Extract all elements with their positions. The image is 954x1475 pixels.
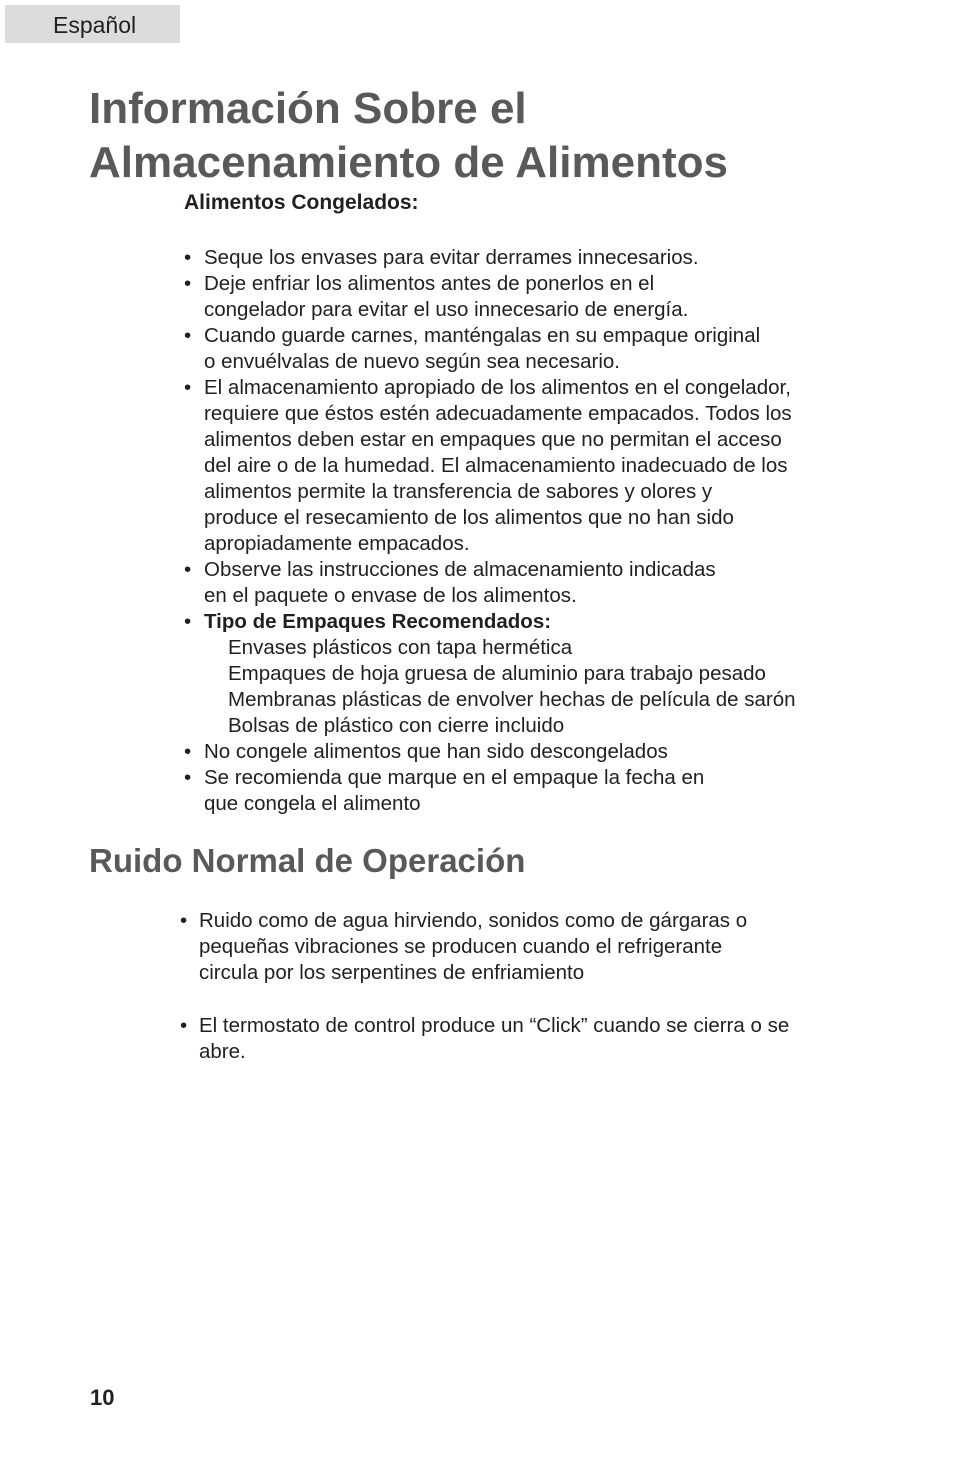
- list-item: [184, 765, 844, 817]
- noise-list: [180, 908, 840, 1065]
- list-item: [184, 271, 844, 323]
- packaging-types-list: [204, 635, 844, 739]
- list-item-line: produce el resecamiento de los alimentos que no han sido: [204, 506, 734, 529]
- page-title-line-2: Almacenamiento de Alimentos: [89, 138, 728, 187]
- page-number: 10: [90, 1385, 115, 1410]
- list-item-line: Ruido como de agua hirviendo, sonidos como de gárgaras o: [199, 909, 748, 932]
- bullet: •: [184, 246, 192, 269]
- page-title: [89, 82, 728, 190]
- list-item: [180, 908, 840, 986]
- list-item: [184, 739, 844, 765]
- list-item-line: El almacenamiento apropiado de los alimentos en el congelador,: [204, 376, 791, 399]
- list-item-line: Cuando guarde carnes, manténgalas en su empaque original: [204, 324, 761, 347]
- list-item-line: pequeñas vibraciones se producen cuando el refrigerante: [199, 935, 723, 958]
- bullet: •: [184, 324, 192, 347]
- list-item-line: Seque los envases para evitar derrames innecesarios.: [204, 246, 699, 269]
- noise-section-heading: Ruido Normal de Operación: [89, 842, 526, 879]
- bullet: •: [180, 909, 188, 932]
- list-item-line: apropiadamente empacados.: [204, 532, 470, 555]
- page-title-line-1: Información Sobre el: [89, 84, 527, 133]
- list-item-line: del aire o de la humedad. El almacenamiento inadecuado de los: [204, 454, 788, 477]
- list-item-line: abre.: [199, 1040, 246, 1063]
- language-tab: Español: [5, 5, 180, 43]
- bullet: •: [184, 766, 192, 789]
- frozen-foods-heading: Alimentos Congelados:: [184, 191, 419, 214]
- list-item-line: alimentos permite la transferencia de sabores y olores y: [204, 480, 713, 503]
- frozen-foods-list: [184, 245, 844, 817]
- list-item-line: No congele alimentos que han sido descongelados: [204, 740, 668, 763]
- packaging-option: Membranas plásticas de envolver hechas de película de sarón: [228, 688, 796, 711]
- list-item-line: Observe las instrucciones de almacenamiento indicadas: [204, 558, 716, 581]
- list-item: [184, 245, 844, 271]
- packaging-types-item: [184, 609, 844, 739]
- list-item-line: o envuélvalas de nuevo según sea necesario.: [204, 350, 620, 373]
- list-item-line: circula por los serpentines de enfriamiento: [199, 961, 585, 984]
- list-item: [184, 375, 844, 557]
- list-item-line: en el paquete o envase de los alimentos.: [204, 584, 577, 607]
- packaging-option: Bolsas de plástico con cierre incluido: [228, 714, 565, 737]
- bullet: •: [180, 1014, 188, 1037]
- bullet: •: [184, 610, 192, 633]
- bullet: •: [184, 376, 192, 399]
- packaging-types-label: Tipo de Empaques Recomendados:: [204, 610, 552, 633]
- list-item-line: requiere que éstos estén adecuadamente empacados. Todos los: [204, 402, 792, 425]
- list-item-line: congelador para evitar el uso innecesario de energía.: [204, 298, 689, 321]
- bullet: •: [184, 272, 192, 295]
- packaging-option: Empaques de hoja gruesa de aluminio para trabajo pesado: [228, 662, 766, 685]
- list-item-line: que congela el alimento: [204, 792, 421, 815]
- bullet: •: [184, 740, 192, 763]
- list-item: [180, 1013, 840, 1065]
- list-item-line: alimentos deben estar en empaques que no permitan el acceso: [204, 428, 782, 451]
- list-item-line: Deje enfriar los alimentos antes de ponerlos en el: [204, 272, 655, 295]
- packaging-option: Envases plásticos con tapa hermética: [228, 636, 573, 659]
- list-item-line: Se recomienda que marque en el empaque la fecha en: [204, 766, 705, 789]
- list-item: [184, 323, 844, 375]
- list-item-line: El termostato de control produce un “Click” cuando se cierra o se: [199, 1014, 790, 1037]
- bullet: •: [184, 558, 192, 581]
- list-item: [184, 557, 844, 609]
